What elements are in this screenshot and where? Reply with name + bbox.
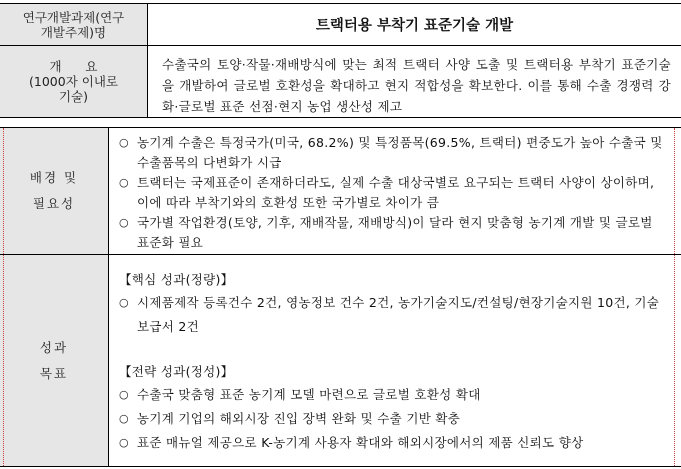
label-line: 목표 [39, 365, 69, 381]
background-content [109, 128, 675, 254]
label-line: 배경 및 [29, 170, 79, 185]
page-margin-guide-left [3, 128, 4, 466]
circle-bullet-icon: ○ [119, 216, 129, 229]
project-info-table [0, 0, 681, 120]
background-goals-table [0, 127, 681, 469]
label-line: (1000자 이내로 [29, 74, 118, 89]
label-line: 개 요 [49, 59, 98, 74]
table-border-bottom [0, 117, 681, 118]
project-title-value [148, 4, 681, 45]
overview-label [0, 46, 147, 117]
qualitative-item: ○ 표준 매뉴얼 제공으로 K-농기계 사용자 확대와 해외시장에서의 제품 신뢰도 향상 [119, 431, 667, 455]
project-title-label [0, 4, 147, 45]
page-margin-guide-right [674, 128, 675, 466]
label-line: 성과 [39, 339, 69, 355]
background-item: ○ 트랙터는 국제표준이 존재하더라도, 실제 수출 대상국별로 요구되는 트랙터 사양이 상이하며, 이에 따라 부착기와의 호환성 또한 국가별로 차이가 큼 [119, 173, 667, 213]
column-divider [108, 128, 109, 466]
quantitative-heading: 【핵심 성과(정량)】 [119, 272, 234, 287]
background-label [0, 128, 108, 254]
label-line: 개발주제)명 [40, 24, 107, 40]
goals-content [109, 255, 675, 466]
quantitative-item: ○ 시제품제작 등록건수 2건, 영농정보 건수 2건, 농가기술지도/컨설팅/현장기술지원 10건, 기술보급서 2건 [119, 291, 667, 339]
qualitative-item: ○ 수출국 맞춤형 표준 농기계 모델 마련으로 글로벌 호환성 확대 [119, 383, 667, 407]
circle-bullet-icon: ○ [119, 436, 129, 449]
table-border-bottom [0, 466, 681, 467]
label-line: 기술) [58, 89, 89, 104]
circle-bullet-icon: ○ [119, 388, 129, 401]
qualitative-heading: 【전략 성과(정성)】 [119, 364, 234, 379]
qualitative-item: ○ 농기계 기업의 해외시장 진입 장벽 완화 및 수출 기반 확충 [119, 407, 667, 431]
goals-label [0, 255, 108, 466]
circle-bullet-icon: ○ [119, 136, 129, 149]
background-item: ○ 국가별 작업환경(토양, 기후, 재배작물, 재배방식)이 달라 현지 맞춤형 농기계 개발 및 글로벌 표준화 필요 [119, 213, 667, 253]
overview-value [148, 46, 681, 117]
circle-bullet-icon: ○ [119, 412, 129, 425]
circle-bullet-icon: ○ [119, 296, 129, 309]
overview-text: 수출국의 토양·작물·재배방식에 맞는 최적 트랙터 사양 도출 및 트랙터용 부착기 표준기술을 개발하여 글로벌 호환성을 확대하고 현지 적합성을 확보한다. 이를 통해 수출 경쟁력 강화·글로벌 표준 선점·현지 농업 생산성 제고 [162, 57, 671, 114]
project-title: 트랙터용 부착기 표준기술 개발 [315, 18, 514, 34]
background-item: ○ 농기계 수출은 특정국가(미국, 68.2%) 및 특정품목(69.5%, 트랙터) 편중도가 높아 수출국 및 수출품목의 다변화가 시급 [119, 133, 667, 173]
label-line: 연구개발과제(연구 [22, 9, 125, 25]
label-line: 필요성 [32, 196, 76, 211]
circle-bullet-icon: ○ [119, 176, 129, 189]
